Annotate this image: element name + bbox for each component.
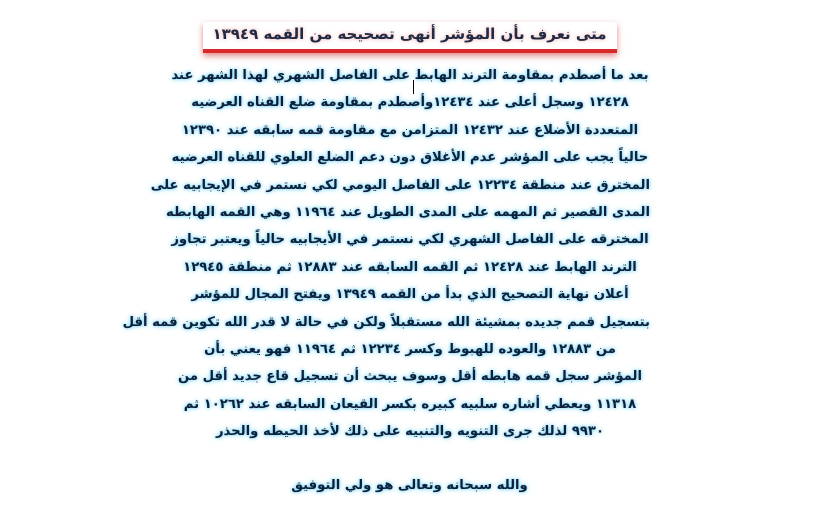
closing-line: والله سبحانه وتعالى هو ولي التوفيق bbox=[291, 478, 528, 493]
body-line: ١٢٤٢٨ وسجل أعلى عند ١٢٤٣٤وأصطدم بمقاومة ضلع القناه العرضيه bbox=[191, 95, 629, 111]
body-line: المخترق عند منطقة ١٢٢٣٤ على الفاصل اليومي لكي نستمر في الإيجابيه على bbox=[150, 177, 650, 193]
body-line: الترند الهابط عند ١٢٤٢٨ ثم القمه السابقه عند ١٢٨٨٣ ثم منطقة ١٢٩٤٥ bbox=[183, 259, 637, 275]
document-body bbox=[122, 62, 650, 445]
body-line: بتسجيل قمم جديده بمشيئة الله مستقبلاً ولكن في حالة لا قدر الله تكوين قمه أقل bbox=[122, 314, 650, 330]
title-container bbox=[0, 22, 819, 53]
body-line: المتعددة الأضلاع عند ١٢٤٣٢ المتزامن مع مقاومة قمه سابقه عند ١٢٣٩٠ bbox=[181, 122, 639, 138]
body-line: ١١٣١٨ ويعطي أشاره سلبيه كبيره بكسر القيعان السابقه عند ١٠٢٦٢ ثم bbox=[183, 396, 637, 412]
document-title: متى نعرف بأن المؤشر أنهى تصحيحه من القمه ١٣٩٤٩ bbox=[203, 22, 617, 53]
body-line: المدى القصير ثم المهمه على المدى الطويل عند ١١٩٦٤ وهي القمه الهابطه bbox=[166, 204, 650, 220]
body-line: حالياً يجب على المؤشر عدم الأغلاق دون دعم الضلع العلوي للقناه العرضيه bbox=[171, 150, 649, 166]
body-line: ٩٩٣٠ لذلك جرى التنويه والتنبيه على ذلك لأخذ الحيطه والحذر bbox=[215, 424, 605, 440]
body-line: بعد ما أصطدم بمقاومة الترند الهابط على الفاصل الشهري لهذا الشهر عند bbox=[171, 68, 649, 83]
body-line: من ١٢٨٨٣ والعوده للهبوط وكسر ١٢٢٣٤ ثم ١١٩٦٤ فهو يعني بأن bbox=[204, 341, 616, 357]
body-line: المؤشر سجل قمه هابطه أقل وسوف يبحث أن تسجيل قاع جديد أقل من bbox=[178, 369, 642, 385]
body-line: المخترقه على الفاصل الشهري لكي نستمر في الأيجابيه حالياً ويعتبر تجاوز bbox=[171, 232, 649, 248]
body-line: أعلان نهاية التصحيح الذي بدأ من القمه ١٣٩٤٩ ويفتح المجال للمؤشر bbox=[191, 287, 629, 303]
